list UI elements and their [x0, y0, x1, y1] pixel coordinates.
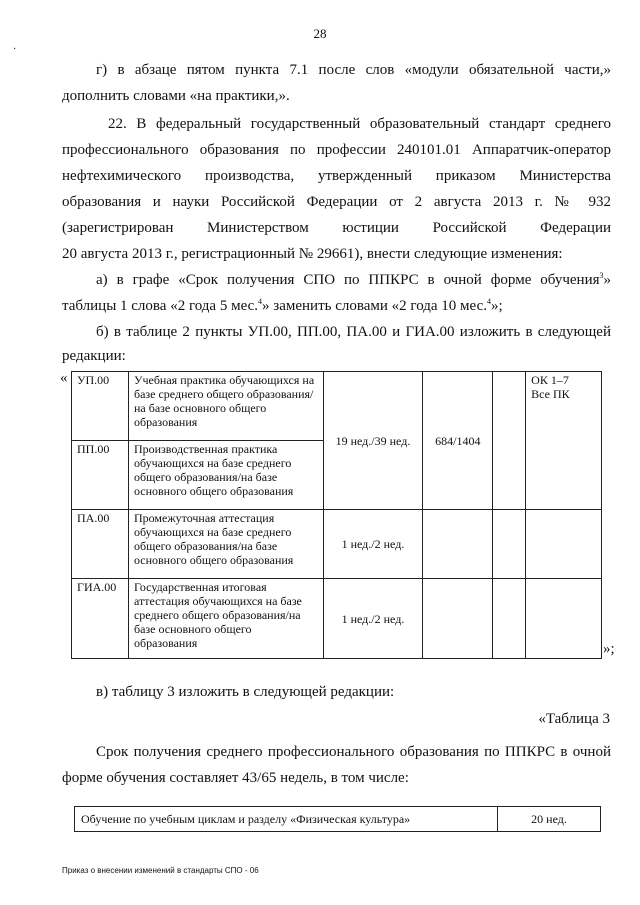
paragraph-22-line3: нефтехимического производства, утвержденный приказом Министерства: [62, 168, 611, 184]
margin-mark: ·: [13, 44, 17, 55]
table3-value: 20 нед.: [498, 807, 601, 832]
paragraph-g-line1: г) в абзаце пятом пункта 7.1 после слов «модули обязательной части,»: [96, 62, 611, 78]
row-code: ПА.00: [72, 510, 129, 579]
table3-label: Обучение по учебным циклам и разделу «Физическая культура»: [75, 807, 498, 832]
paragraph-22-line5: (зарегистрирован Министерством юстиции Российской Федерации: [62, 220, 611, 236]
empty-cell: [526, 579, 602, 659]
row-code: ГИА.00: [72, 579, 129, 659]
paragraph-a-line2: [62, 293, 611, 319]
row-name: Промежуточная аттестация обучающихся на базе среднего общего образования/на базе основного общего образования: [128, 510, 323, 579]
paragraph-22-line1: 22. В федеральный государственный образовательный стандарт среднего: [108, 116, 611, 132]
paragraph-a-line1: [62, 267, 611, 293]
row-weeks: 1 нед./2 нед.: [323, 510, 423, 579]
paragraph-b-line1: б) в таблице 2 пункты УП.00, ПП.00, ПА.00 и ГИА.00 изложить в следующей: [96, 324, 611, 340]
table2: [71, 371, 602, 659]
row-name: Учебная практика обучающихся на базе среднего общего образования/на базе основного общего образования: [128, 372, 323, 441]
table3-caption: «Таблица 3: [538, 711, 610, 727]
row-name: Государственная итоговая аттестация обучающихся на базе среднего общего образования/на базе основного общего образования: [128, 579, 323, 659]
srok-line2: форме обучения составляет 43/65 недель, в том числе:: [62, 770, 409, 786]
row-name: Производственная практика обучающихся на базе среднего общего образования/на базе основного общего образования: [128, 441, 323, 510]
empty-cell: [423, 579, 493, 659]
row-code: УП.00: [72, 372, 129, 441]
empty-cell: [526, 510, 602, 579]
page-number: 28: [313, 26, 327, 41]
table2-open-quote: «: [60, 370, 68, 386]
row-hours: 684/1404: [423, 372, 493, 510]
paragraph-22-line4: образования и науки Российской Федерации от 2 августа 2013 г. № 932: [62, 194, 611, 210]
footnote-ref: 4: [258, 297, 263, 306]
paragraph-22-line2: профессионального образования по профессии 240101.01 Аппаратчик-оператор: [62, 142, 611, 158]
table3: [74, 806, 601, 832]
empty-cell: [493, 579, 526, 659]
row-weeks: 19 нед./39 нед.: [323, 372, 423, 510]
paragraph-a-text: а) в графе «Срок получения СПО по ППКРС в очной форме обучения: [96, 272, 600, 288]
empty-cell: [423, 510, 493, 579]
paragraph-v: в) таблицу 3 изложить в следующей редакции:: [96, 684, 395, 700]
table-row: [72, 579, 602, 659]
empty-cell: [493, 372, 526, 510]
empty-cell: [493, 510, 526, 579]
paragraph-22-line6: 20 августа 2013 г., регистрационный № 29661), внести следующие изменения:: [62, 246, 563, 262]
paragraph-a-quote: »: [603, 272, 611, 288]
footer-note: Приказ о внесении изменений в стандарты СПО - 06: [62, 866, 259, 875]
footnote-ref: 4: [487, 297, 491, 306]
table-row: [72, 510, 602, 579]
paragraph-g-line2: дополнить словами «на практики,».: [62, 88, 290, 104]
srok-line1: Срок получения среднего профессионального образования по ППКРС в очной: [96, 744, 611, 760]
row-competencies: ОК 1–7 Все ПК: [526, 372, 602, 510]
table2-close-quote: »;: [603, 641, 615, 657]
footnote-ref: 3: [599, 271, 604, 280]
table-row: [75, 807, 601, 832]
paragraph-b-line2: редакции:: [62, 348, 126, 364]
row-code: ПП.00: [72, 441, 129, 510]
row-weeks: 1 нед./2 нед.: [323, 579, 423, 659]
paragraph-a-text3: » заменить словами «2 года 10 мес.: [262, 298, 487, 314]
paragraph-a-text2: таблицы 1 слова «2 года 5 мес.: [62, 298, 259, 314]
paragraph-a-end: »;: [491, 298, 503, 314]
table-row: [72, 372, 602, 441]
